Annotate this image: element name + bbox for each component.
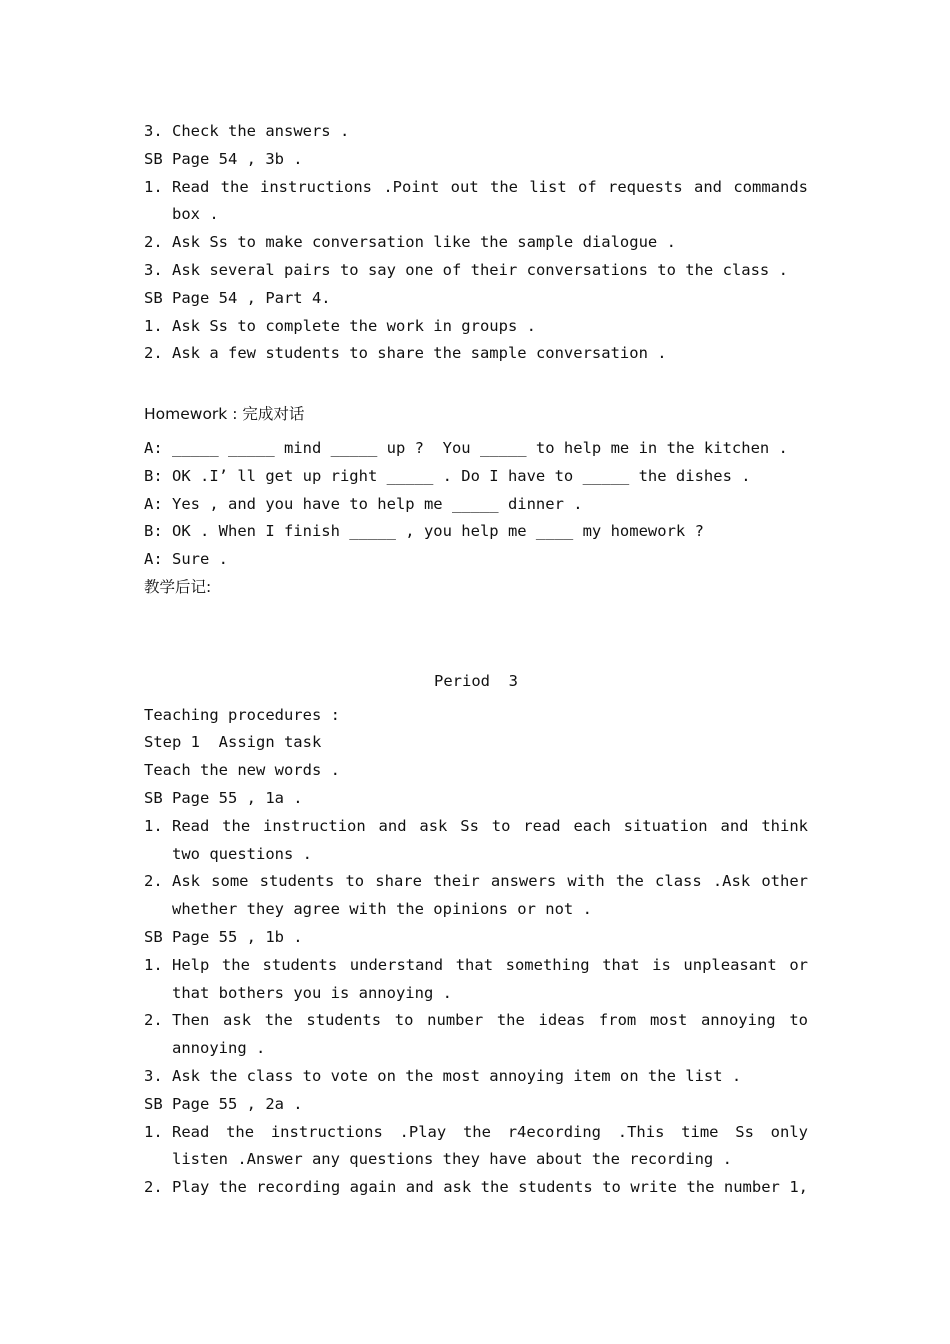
- spacer: [144, 368, 808, 401]
- item-number: 2.: [144, 872, 163, 891]
- section-heading: SB Page 55 , 1a .: [144, 788, 303, 807]
- item-number: 2.: [144, 233, 163, 252]
- item-continuation: listen .Answer any questions they have about the recording .: [172, 1150, 732, 1169]
- procedure-heading: Teaching procedures :: [144, 705, 340, 724]
- dialogue-line: B: OK .I’ ll get up right _____ . Do I have to _____ the dishes .: [144, 466, 751, 485]
- item-text: Read the instructions .Point out the list of requests and commands: [172, 177, 808, 196]
- item-number: 2.: [144, 1011, 163, 1030]
- list-item: [144, 868, 808, 896]
- item-number: 3.: [144, 1066, 163, 1085]
- item-continuation: box .: [172, 205, 219, 224]
- item-text: Ask Ss to make conversation like the sample dialogue .: [172, 233, 676, 252]
- item-number: 2.: [144, 1178, 163, 1197]
- section-heading: SB Page 55 , 2a .: [144, 1094, 303, 1113]
- item-number: 3.: [144, 122, 163, 140]
- section-heading: SB Page 54 , 3b .: [144, 149, 303, 168]
- item-continuation: that bothers you is annoying .: [172, 983, 452, 1002]
- list-item: [144, 118, 808, 146]
- item-number: 1.: [144, 816, 163, 835]
- item-number: 1.: [144, 316, 163, 335]
- list-item: [144, 340, 808, 368]
- item-text: Then ask the students to number the ideas from most annoying to: [172, 1011, 808, 1030]
- item-number: 1.: [144, 177, 163, 196]
- list-item: [144, 1119, 808, 1147]
- section-heading: SB Page 54 , Part 4.: [144, 288, 331, 307]
- list-item: [144, 313, 808, 341]
- item-number: 1.: [144, 1122, 163, 1141]
- homework-title: Homework : 完成对话: [144, 405, 305, 424]
- list-item: [144, 952, 808, 980]
- list-item: [144, 174, 808, 202]
- dialogue-line: B: OK . When I finish _____ , you help me ____ my homework ?: [144, 522, 704, 541]
- spacer: [144, 602, 808, 668]
- item-text: Help the students understand that something that is unpleasant or: [172, 955, 808, 974]
- step-heading: Step 1 Assign task: [144, 733, 322, 752]
- item-text: Read the instruction and ask Ss to read each situation and think: [172, 816, 808, 835]
- list-item: [144, 813, 808, 841]
- item-text: Play the recording again and ask the students to write the number 1,: [172, 1178, 808, 1197]
- list-item: [144, 1007, 808, 1035]
- period-title: Period 3: [434, 671, 518, 690]
- item-text: Read the instructions .Play the r4ecording .This time Ss only: [172, 1122, 808, 1141]
- dialogue-line: A: Yes , and you have to help me _____ dinner .: [144, 494, 583, 513]
- item-text: Check the answers .: [172, 122, 350, 140]
- dialogue-line: A: Sure .: [144, 550, 228, 569]
- document-page: [144, 118, 808, 1202]
- item-number: 1.: [144, 955, 163, 974]
- item-number: 3.: [144, 260, 163, 279]
- list-item: [144, 1174, 808, 1202]
- item-continuation: whether they agree with the opinions or not .: [172, 900, 592, 919]
- section-heading: SB Page 55 , 1b .: [144, 927, 303, 946]
- item-text: Ask the class to vote on the most annoying item on the list .: [172, 1066, 742, 1085]
- item-text: Ask several pairs to say one of their conversations to the class .: [172, 260, 788, 279]
- item-continuation: two questions .: [172, 844, 312, 863]
- list-item: [144, 1063, 808, 1091]
- list-item: [144, 257, 808, 285]
- item-text: Ask some students to share their answers with the class .Ask other: [172, 872, 808, 891]
- item-number: 2.: [144, 344, 163, 363]
- teaching-notes-label: 教学后记:: [144, 577, 212, 596]
- item-text: Ask a few students to share the sample conversation .: [172, 344, 667, 363]
- item-continuation: annoying .: [172, 1039, 266, 1058]
- list-item: [144, 229, 808, 257]
- dialogue-line: A: _____ _____ mind _____ up ? You _____ to help me in the kitchen .: [144, 438, 788, 457]
- procedure-line: Teach the new words .: [144, 761, 340, 780]
- item-text: Ask Ss to complete the work in groups .: [172, 316, 536, 335]
